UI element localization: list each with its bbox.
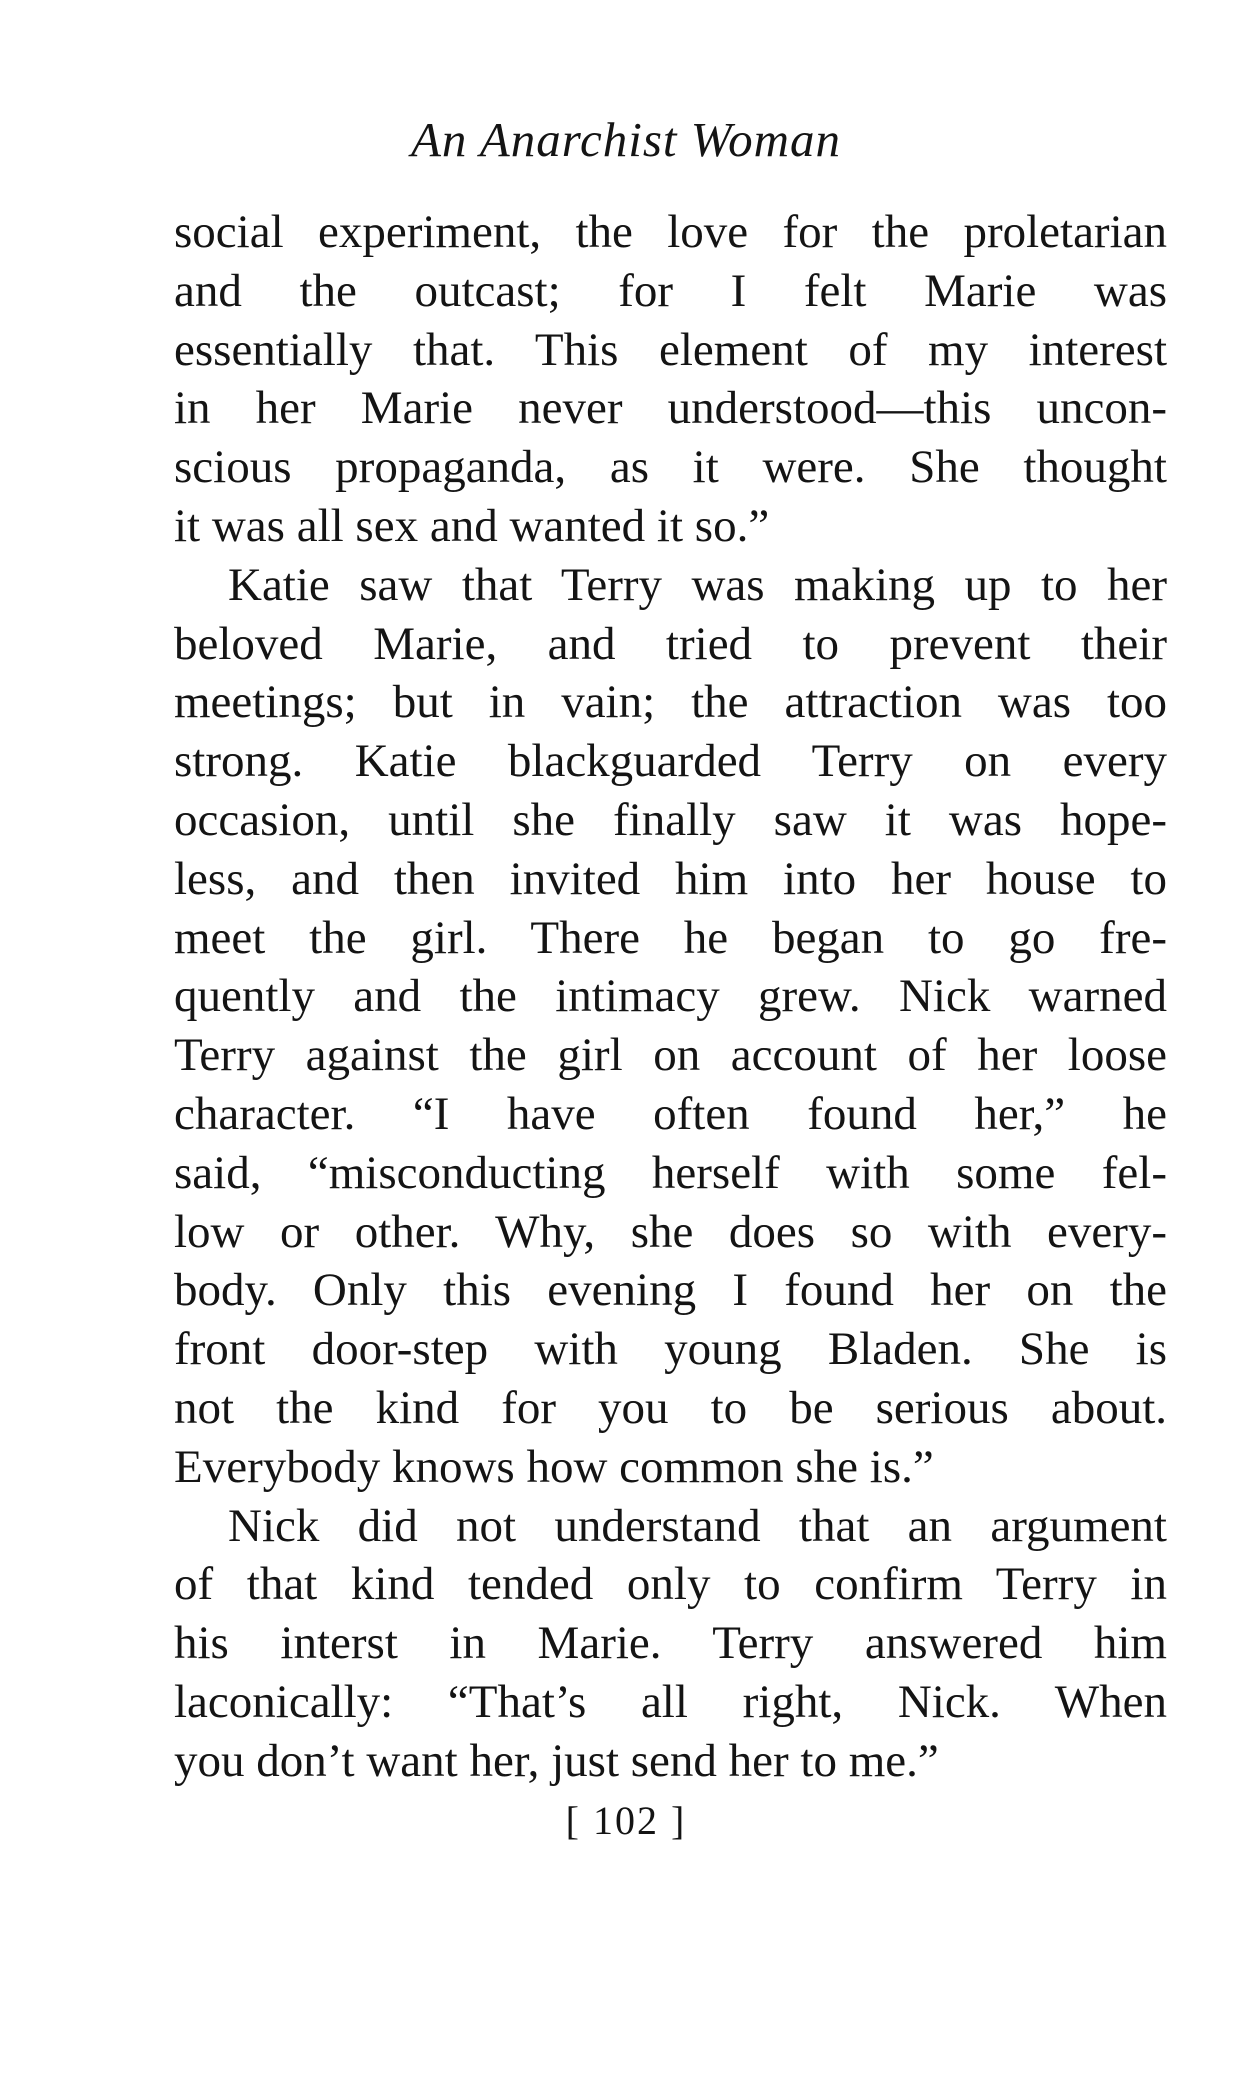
text-line: laconically: “That’s all right, Nick. When (174, 1675, 1167, 1728)
text-line: quently and the intimacy grew. Nick warned (174, 970, 1167, 1023)
page-number: [ 102 ] (565, 1798, 687, 1843)
text-line: said, “misconducting herself with some fel- (174, 1146, 1167, 1199)
body-text (174, 203, 1167, 1791)
text-line: low or other. Why, she does so with every- (174, 1205, 1167, 1258)
text-line: in her Marie never understood—this uncon- (174, 382, 1167, 435)
text-line: meet the girl. There he began to go fre- (174, 911, 1167, 964)
text-line: Everybody knows how common she is.” (174, 1440, 934, 1493)
paragraph (174, 1497, 1167, 1791)
text-line: of that kind tended only to confirm Terry in (174, 1558, 1167, 1611)
text-line: it was all sex and wanted it so.” (174, 499, 770, 552)
paragraph (174, 203, 1167, 556)
running-head: An Anarchist Woman (411, 112, 841, 167)
text-line: essentially that. This element of my interest (174, 323, 1167, 376)
text-line: Katie saw that Terry was making up to her (228, 558, 1167, 611)
text-line: less, and then invited him into her house to (174, 852, 1167, 905)
text-line: occasion, until she finally saw it was hope- (174, 793, 1167, 846)
text-line: Nick did not understand that an argument (228, 1499, 1167, 1552)
text-line: meetings; but in vain; the attraction was too (174, 676, 1167, 729)
text-line: you don’t want her, just send her to me.” (174, 1734, 939, 1787)
text-line: social experiment, the love for the proletarian (174, 206, 1167, 258)
text-line: and the outcast; for I felt Marie was (174, 264, 1167, 317)
text-line: Terry against the girl on account of her loose (174, 1029, 1167, 1082)
text-line: scious propaganda, as it were. She thought (174, 441, 1167, 494)
text-line: beloved Marie, and tried to prevent their (174, 617, 1167, 670)
text-line: front door-step with young Bladen. She is (174, 1323, 1167, 1376)
text-line: body. Only this evening I found her on the (174, 1264, 1167, 1317)
paragraph (174, 556, 1167, 1497)
text-line: not the kind for you to be serious about. (174, 1381, 1167, 1434)
text-line: character. “I have often found her,” he (174, 1087, 1167, 1140)
text-line: strong. Katie blackguarded Terry on every (174, 735, 1167, 788)
text-line: his interst in Marie. Terry answered him (174, 1617, 1167, 1670)
